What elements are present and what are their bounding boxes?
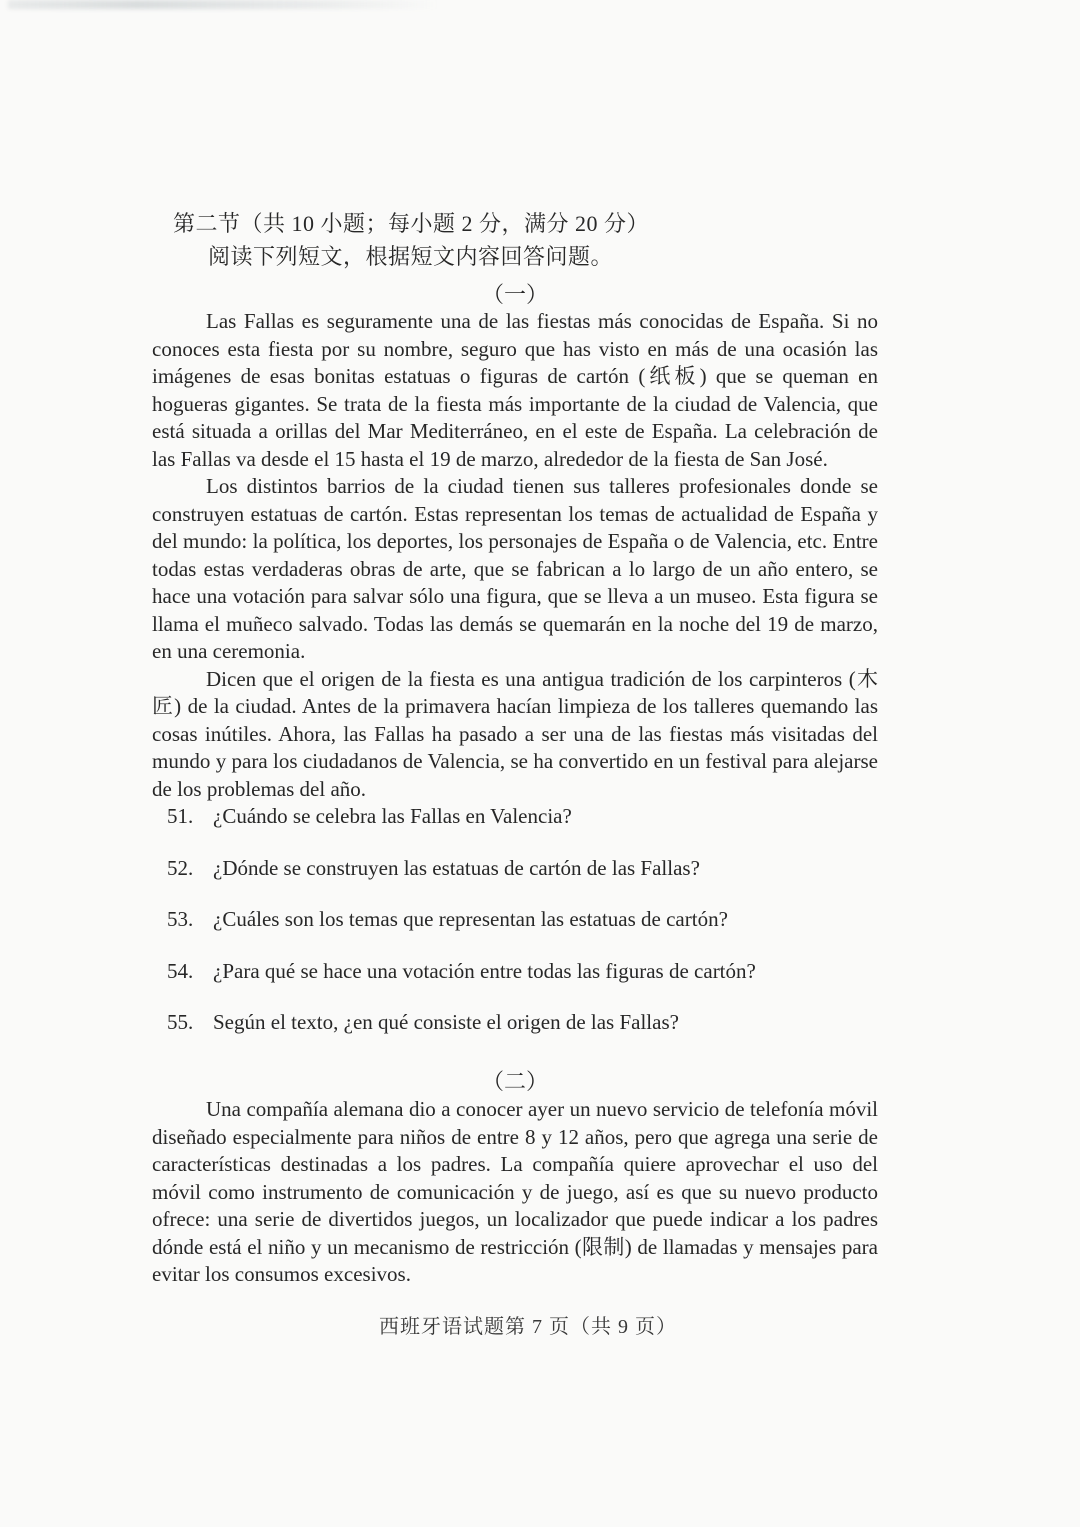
question-text: ¿Cuándo se celebra las Fallas en Valencia? [213, 804, 572, 828]
question-number: 51. [167, 804, 194, 828]
question-number: 54. [167, 958, 194, 983]
question-list [152, 803, 878, 1061]
passage-two-marker: （二） [481, 1069, 548, 1094]
page-footer: 西班牙语试题第 7 页（共 9 页） [379, 1316, 677, 1338]
question-item [152, 958, 878, 986]
passage-paragraph: Una compañía alemana dio a conocer ayer un nuevo servicio de telefonía móvil diseñado especialmente para niños de entre 8 y 12 años, pero que agrega una serie de características destinadas a los padres. La compañía quiere aprovechar el uso del móvil como instrumento de comunicación y de juego, así es que su nuevo producto ofrece: una serie de divertidos juegos, un localizador que puede indicar a los padres dónde está el niño y un mecanismo de restricción (限制) de llamadas y mensajes para evitar los consumos excesivos. [152, 1097, 878, 1286]
question-number: 55. [167, 1010, 194, 1034]
question-item [152, 803, 878, 831]
passage-paragraph: Las Fallas es seguramente una de las fiestas más conocidas de España. Si no conoces esta fiesta por su nombre, seguro que has visto en más de una ocasión las imágenes de esas bonitas estatuas o figuras de cartón (纸板) que se queman en hogueras gigantes. Se trata de la fiesta más importante de la ciudad de Valencia, que está situada a orillas del Mar Mediterráneo, en el este de España. La celebración de las Fallas va desde el 15 hasta el 19 de marzo, alrededor de la fiesta de San José. [152, 309, 878, 471]
page-content [152, 0, 878, 1527]
question-text: ¿Dónde se construyen las estatuas de cartón de las Fallas? [213, 855, 700, 880]
question-text: ¿Para qué se hace una votación entre todas las figuras de cartón? [213, 958, 756, 983]
question-item [152, 855, 878, 883]
question-number: 53. [167, 907, 194, 931]
question-number: 52. [167, 855, 194, 880]
question-text: ¿Cuáles son los temas que representan las estatuas de cartón? [213, 907, 728, 931]
passage-one-body [152, 308, 878, 803]
question-item [152, 1009, 878, 1037]
passage-paragraph: Dicen que el origen de la fiesta es una antigua tradición de los carpinteros (木匠) de la ciudad. Antes de la primavera hacían limpieza de los talleres quemando las cosas inútiles. Ahora, las Fallas ha pasado a ser una de las fiestas más visitadas del mundo y para los ciudadanos de Valencia, se ha convertido en un festival para alejarse de los problemas del año. [152, 666, 878, 801]
question-text: Según el texto, ¿en qué consiste el origen de las Fallas? [213, 1010, 679, 1034]
section-header: 第二节（共 10 小题；每小题 2 分，满分 20 分） [173, 211, 650, 236]
passage-paragraph: Los distintos barrios de la ciudad tienen sus talleres profesionales donde se construyen estatuas de cartón. Estas representan los temas de actualidad de España y del mundo: la política, los deportes, los personajes de España o de Valencia, etc. Entre todas estas verdaderas obras de arte, que se fabrican a lo largo de un año entero, se hace una votación para salvar sólo una figura, que se lleva a un museo. Esta figura se llama el muñeco salvado. Todas las demás se quemarán en la noche del 19 de marzo, en una ceremonia. [152, 474, 878, 663]
reading-instruction: 阅读下列短文，根据短文内容回答问题。 [208, 244, 614, 269]
passage-one-marker: （一） [481, 282, 548, 307]
question-item [152, 906, 878, 934]
passage-two-body [152, 1096, 878, 1289]
